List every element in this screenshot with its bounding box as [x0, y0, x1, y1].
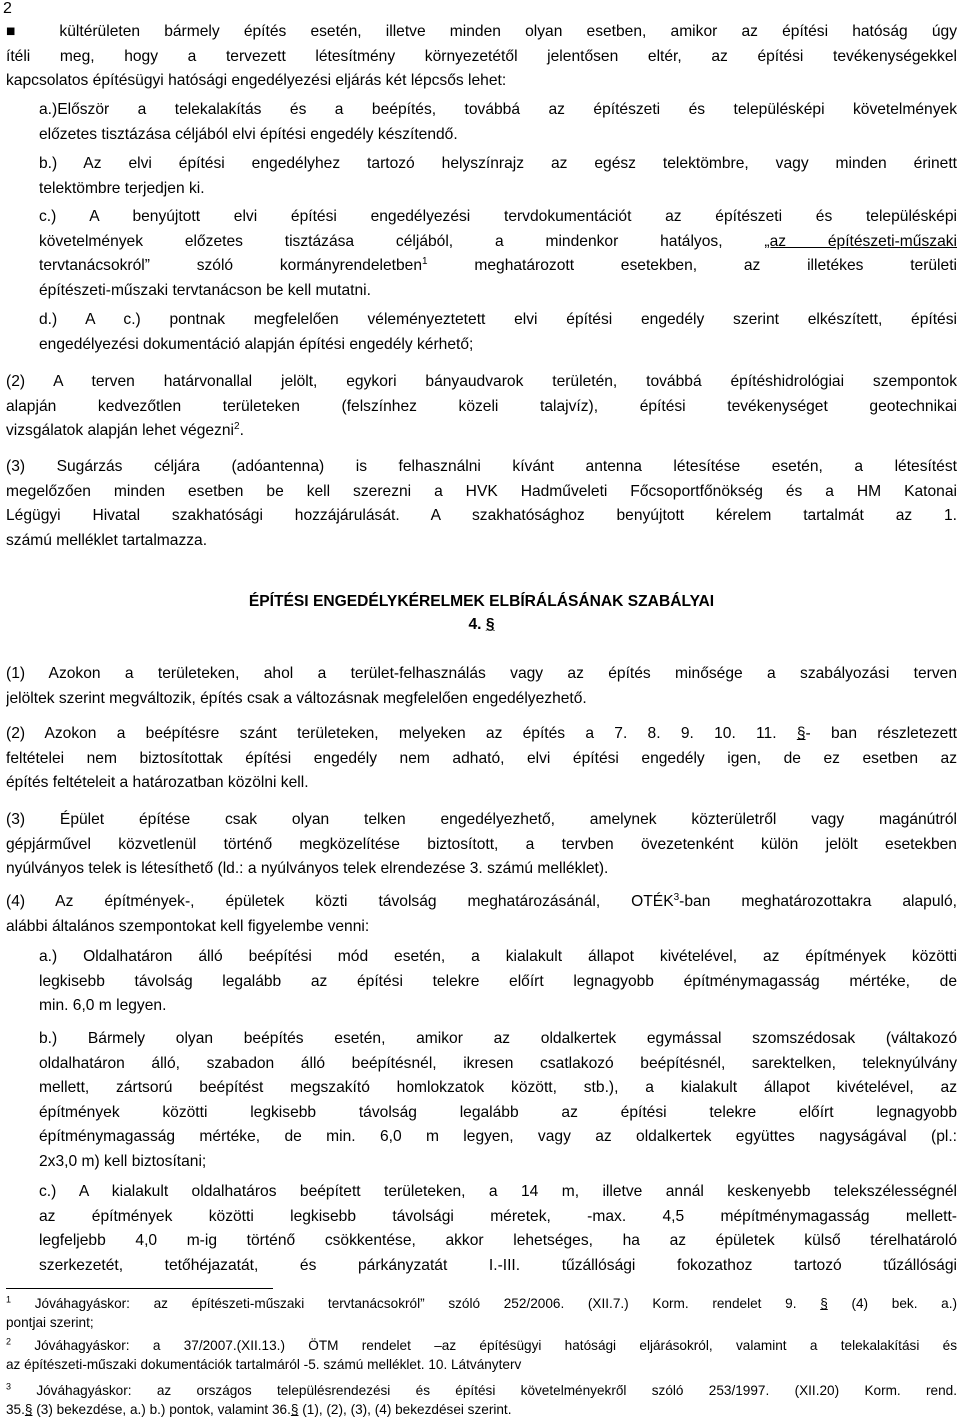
list-item-d: d.) A c.) pontnak megfelelően véleményeztetett elvi építési engedély szerint elkészített, építési engedélyezési dokumentáció alapján építési engedély kérhető;	[39, 311, 957, 353]
list-item-a: a.)Először a telekalakítás és a beépítés, továbbá az építészeti és településképi követelmények előzetes tisztázása céljából elvi építési engedély készítendő.	[39, 101, 957, 143]
section-number: 4. §	[468, 616, 495, 633]
footnote-1: $^1$ Jóváhagyáskor: az építészeti-műszaki tervtanácsokról” szóló 252/2006. (XII.7.) Korm. rendelet 9. § (4) bek. a.) pontjai szerint;	[6, 1294, 957, 1330]
list-item-b: b.) Az elvi építési engedélyhez tartozó helyszínrajz az egész telektömbre, vagy minden érinett telektömbre terjedjen ki.	[39, 155, 957, 197]
bullet-icon: ■	[6, 23, 36, 40]
s4-item-c: c.) A kialakult oldalhatáros beépített területeken, a 14 m, illetve annál keskenyebb telekszélességnél az építmények közötti legkisebb távolsági méretek, -max. 4,5 mépítménymagasság mellett- legfeljebb 4,0 m-ig történő csökkentése, akkor lehetséges, ha az épületek külső térelhatároló szerkezetét, tetőhéjazatát, és párkányzatát I.-III. tűzállósági fokozathoz tartozó tűzállósági	[39, 1183, 957, 1274]
footnote-2: $^2$ Jóváhagyáskor: a 37/2007.(XII.13.) ÖTM rendelet –az építésügyi hatósági eljárásokról, valamint a telekalakítási és az építészeti-műszaki dokumentációk tartalmáról -5. számú melléklet. 10. Látványterv	[6, 1336, 957, 1372]
intro-paragraph: ■ kültérületen bármely építés esetén, illetve minden olyan esetben, amikor az építési hatóság úgy ítéli meg, hogy a tervezett létesítmény környezetétől jelentősen eltér, az építési tevékenységekkel kapcsolatos építésügyi hatósági engedélyezési eljárás két lépcsős lehet:	[6, 23, 957, 90]
s4-paragraph-1: (1) Azokon a területeken, ahol a terület-felhasználás vagy az építés minősége a szabályozási terven jelöltek szerint megváltozik, építés csak a változásnak megfelelően engedélyezhető.	[6, 665, 957, 707]
paragraph-3: (3) Sugárzás céljára (adóantenna) is felhasználni kívánt antenna létesítése esetén, a létesítést megelőzően minden esetben be kell szerezni a HVK Hadműveleti Főcsoportfőnökség és a HM Katonai Légügyi Hivatal szakhatósági hozzájárulását. A szakhatósághoz benyújtott kérelem tartalmát az 1. számú melléklet tartalmazza.	[6, 458, 957, 549]
s4-paragraph-3: (3) Épület építése csak olyan telken engedélyezhető, amelynek közterületről vagy magánútról gépjárművel közvetlenül történő megközelítése biztosított, a tervben övezetenként külön jelölt esetekben nyúlványos telek is létesíthető (ld.: a nyúlványos telek elrendezése 3. számú melléklet).	[6, 811, 957, 878]
footnote-3: $^3$ Jóváhagyáskor: az országos településrendezési és építési követelményekről szóló 253/1997. (XII.20) Korm. rend. 35.§ (3) bekezdése, a.) b.) pontok, valamint 36.§ (1), (2), (3), (4) bekezdései szerint.	[6, 1381, 957, 1417]
s4-item-a: a.) Oldalhatáron álló beépítési mód esetén, a kialakult állapot kivételével, az építmények közötti legkisebb távolság legalább az építési telekre előírt legnagyobb építménymagasság mértéke, de min. 6,0 m legyen.	[39, 948, 957, 1015]
footnote-separator	[6, 1288, 273, 1289]
s4-paragraph-2: (2) Azokon a beépítésre szánt területeken, melyeken az építés a 7. 8. 9. 10. 11. §- ban részletezett feltételei nem biztosítottak építési engedély nem adható, elvi építési engedély igen, de ez esetben az építés feltételeit a határozatban közölni kell.	[6, 725, 957, 792]
footnote-ref-2[interactable]: 2	[234, 421, 240, 432]
s4-item-b: b.) Bármely olyan beépítés esetén, amikor az oldalkertek egymással szomszédosak (váltakozó oldalhatáron álló, szabadon álló beépítésnél, ikresen csatlakozó beépítésnél, sarektelken, teleknyúlvány mellett, zártsorú beépítést megszakító homlokzatok között, stb.), a kialakult állapot kivételével, az építmények közötti legkisebb távolság legalább az építési telekre előírt legnagyobb építménymagasság mértéke, de min. 6,0 m legyen, vagy az oldalkertek együttes nagyságával (pl.: 2x3,0 m) kell biztosítani;	[39, 1030, 957, 1170]
section-heading: ÉPÍTÉSI ENGEDÉLYKÉRELMEK ELBÍRÁLÁSÁNAK SZABÁLYAI	[248, 593, 715, 610]
s4-paragraph-4: (4) Az építmények-, épületek közti távolság meghatározásánál, OTÉK$^3$-ban meghatározottakra alapuló, alábbi általános szempontokat kell figyelembe venni:	[6, 891, 957, 935]
list-item-c: c.) A benyújtott elvi építési engedélyezési tervdokumentációt az építészeti és településképi követelmények előzetes tisztázása céljából, a mindenkor hatályos, „az építészeti-műszaki tervtanácsokról” szóló kormányrendeletben$^1$ meghatározott esetekben, az illetékes területi építészeti-műszaki tervtanácson be kell mutatni.	[39, 208, 957, 299]
footnote-ref-3[interactable]: 3	[673, 891, 680, 903]
footnote-ref-1[interactable]: 1	[422, 256, 428, 267]
page-number: 2	[3, 0, 12, 17]
paragraph-2: (2) A terven határvonallal jelölt, egykori bányaudvarok területén, továbbá építéshidrológiai szempontok alapján kedvezőtlen területeken (felszínhez közeli talajvíz), építési tevékenységet geotechnikai vizsgálatok alapján lehet végezni$^2$.	[6, 373, 957, 440]
law-reference-link[interactable]: „az építészeti-műszaki	[764, 232, 957, 250]
